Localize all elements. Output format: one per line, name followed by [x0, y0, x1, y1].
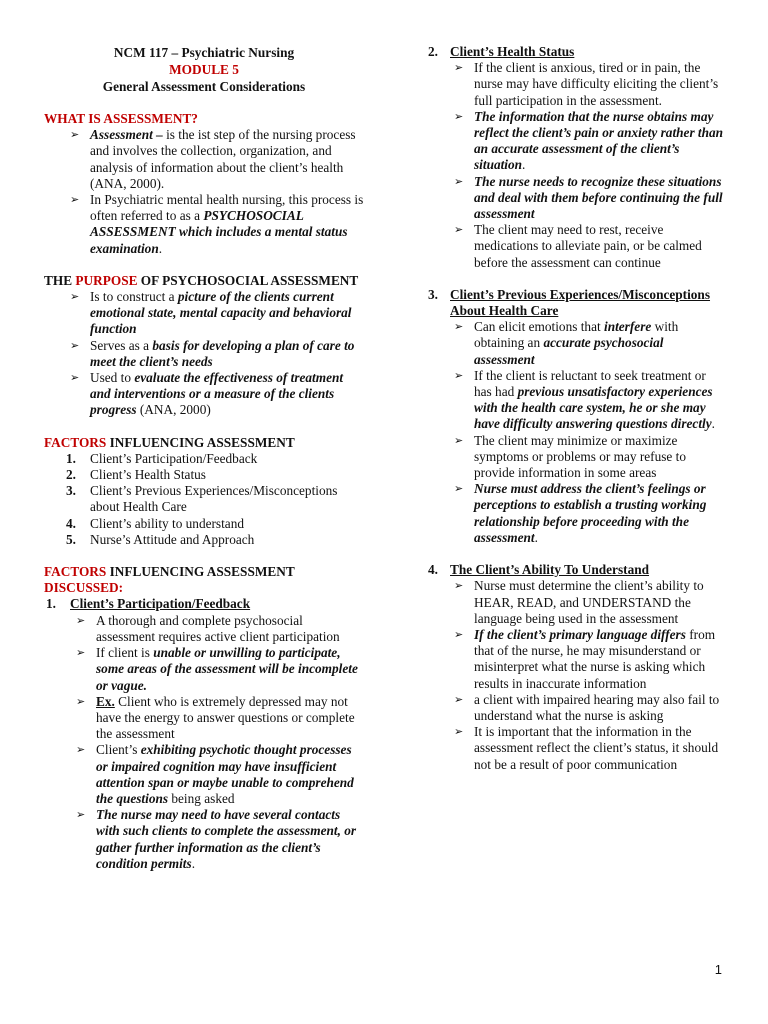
example-label: Ex.: [96, 693, 115, 709]
list-text: .: [191, 855, 196, 871]
list-item: [96, 694, 364, 743]
factors-list: [44, 451, 364, 548]
discussed-heading: [44, 564, 364, 596]
list-emphasis: unable or unwilling to participate, some areas of the assessment will be incomplete or vague.: [96, 645, 358, 693]
list-text: from that of the nurse, he may misunderstand or misinterpret what the nurse is asking which results in inaccurate information: [474, 626, 716, 691]
list-text: Can elicit emotions that: [474, 319, 604, 335]
list-text: A thorough and complete psychosocial assessment requires active client participation: [96, 612, 340, 644]
heading-part: THE: [44, 272, 76, 288]
list-text: a client with impaired hearing may also fail to understand what the nurse is asking: [474, 691, 720, 723]
list-item: [474, 481, 726, 546]
right-column: [422, 44, 726, 773]
assessment-definition: is the ist step of the nursing process and involves the collection, organization, and analysis of information about the client’s health (ANA, 2000).: [90, 127, 356, 191]
list-item: [474, 692, 726, 724]
list-text: .: [711, 416, 715, 432]
list-item: [96, 742, 364, 807]
factor-3-list: [422, 319, 726, 546]
item-text: Nurse’s Attitude and Approach: [90, 531, 255, 547]
item-number: 2.: [66, 467, 76, 483]
list-text: .: [522, 157, 526, 173]
item-title: The Client’s Ability To Understand: [450, 562, 650, 578]
list-text: being asked: [168, 790, 235, 806]
heading-part: PURPOSE: [75, 272, 138, 288]
list-item: [474, 433, 726, 482]
list-text: The client may need to rest, receive medications to alleviate pain, or be calmed before the assessment can continue: [474, 222, 702, 270]
page-number: 1: [714, 962, 722, 977]
list-text: with obtaining an: [474, 319, 679, 351]
factor-4-title: [422, 562, 726, 578]
list-item: [474, 627, 726, 692]
heading-part: FACTORS: [44, 564, 107, 580]
list-item: [474, 109, 726, 174]
item-number: 5.: [66, 531, 76, 547]
list-item: [474, 60, 726, 109]
what-heading: WHAT IS ASSESSMENT?: [44, 111, 198, 126]
factor-1-list: [44, 613, 364, 872]
course-title: NCM 117 – Psychiatric Nursing: [113, 45, 295, 60]
list-item: [474, 368, 726, 433]
purpose-list: [44, 289, 364, 419]
item-title: Client’s Participation/Feedback: [70, 596, 251, 612]
list-item: [66, 531, 364, 548]
item-title: Client’s Previous Experiences/Misconceptions About Health Care: [450, 286, 711, 319]
factor-4-list: [422, 578, 726, 772]
list-text: In Psychiatric mental health nursing, this process is often referred to as a: [90, 192, 364, 224]
list-text: If client is: [96, 645, 154, 661]
list-item: [90, 370, 364, 419]
list-text: If the client is anxious, tired or in pain, the nurse may have difficulty eliciting the client’s full participation in the assessment.: [474, 60, 719, 108]
factor-2-title: [422, 44, 726, 60]
item-number: 4.: [428, 562, 438, 578]
factor-1-title: [44, 596, 364, 612]
item-title: Client’s Health Status: [450, 44, 575, 59]
item-text: Client’s Participation/Feedback: [90, 450, 258, 466]
factor-3-title: [422, 287, 726, 319]
list-emphasis: If the client’s primary language differs: [474, 626, 686, 642]
list-item: [96, 613, 364, 645]
factor-2-list: [422, 60, 726, 271]
what-list: [44, 127, 364, 257]
list-emphasis: exhibiting psychotic thought processes or impaired cognition may have insufficient attention span or maybe unable to comprehend the questions: [96, 742, 354, 806]
heading-part: FACTORS: [44, 434, 107, 450]
list-text: .: [534, 529, 538, 545]
heading-part: OF PSYCHOSOCIAL ASSESSMENT: [137, 272, 359, 288]
heading-part: INFLUENCING ASSESSMENT: [106, 434, 295, 450]
list-emphasis: The nurse may need to have several contacts with such clients to complete the assessment, or gather further information as the client’s condition permits: [96, 807, 357, 871]
item-number: 3.: [428, 286, 438, 302]
purpose-heading: [44, 273, 364, 289]
list-item: [66, 450, 364, 467]
list-item: [90, 192, 364, 257]
item-number: 1.: [66, 450, 76, 466]
list-text: Used to: [90, 370, 135, 386]
item-number: 3.: [66, 483, 76, 499]
module-label: MODULE 5: [169, 62, 239, 77]
list-text: If the client is reluctant to seek treatment or has had: [474, 367, 706, 400]
list-item: [66, 467, 364, 483]
list-text: Serves as a: [90, 337, 153, 353]
list-item: [90, 289, 364, 338]
left-column: [44, 44, 364, 872]
assessment-term: Assessment –: [90, 127, 167, 143]
list-text: .: [158, 240, 163, 256]
list-emphasis: Nurse must address the client’s feelings or perceptions to establish a trusting working relationship before proceeding with the assessment: [474, 481, 707, 545]
document-header: [44, 44, 364, 95]
list-emphasis: interfere: [604, 319, 652, 335]
factors-heading: [44, 435, 364, 451]
list-text: Client who is extremely depressed may not have the energy to answer questions or complete the assessment: [96, 693, 355, 742]
list-text: Is to construct a: [90, 289, 178, 305]
list-emphasis: accurate psychosocial assessment: [474, 335, 664, 367]
list-item: [474, 578, 726, 627]
item-text: Client’s ability to understand: [90, 515, 245, 531]
list-text: The client may minimize or maximize symptoms or problems or may refuse to provide information in some areas: [474, 432, 686, 481]
list-item: [66, 515, 364, 532]
heading-part: DISCUSSED:: [44, 580, 124, 596]
list-emphasis: picture of the clients current emotional state, mental capacity and behavioral function: [90, 289, 352, 337]
list-item: [90, 338, 364, 370]
item-text: Client’s Health Status: [90, 467, 206, 483]
list-item: [474, 222, 726, 271]
list-emphasis: The nurse needs to recognize these situations and deal with them before continuing the full assessment: [474, 173, 723, 222]
list-item: [96, 807, 364, 872]
list-text: Nurse must determine the client’s ability to HEAR, READ, and UNDERSTAND the language being used in the assessment: [474, 578, 704, 626]
list-text: It is important that the information in the assessment reflect the client’s status, it should not be a result of poor communication: [474, 724, 719, 772]
list-text: (ANA, 2000): [136, 402, 211, 418]
list-text: Client’s: [96, 742, 141, 758]
document-title: General Assessment Considerations: [102, 79, 306, 94]
list-item: [96, 645, 364, 694]
list-item: [474, 174, 726, 223]
item-number: 4.: [66, 515, 76, 531]
list-emphasis: basis for developing a plan of care to meet the client’s needs: [90, 337, 355, 369]
list-item: [66, 483, 364, 515]
list-item: [90, 127, 364, 192]
item-number: 1.: [46, 596, 56, 612]
list-item: [474, 724, 726, 773]
item-text: Client’s Previous Experiences/Misconceptions about Health Care: [90, 483, 338, 515]
list-item: [474, 319, 726, 368]
heading-part: INFLUENCING ASSESSMENT: [106, 564, 295, 580]
list-emphasis: previous unsatisfactory experiences with the health care system, he or she may have difficulty answering questions directly: [474, 384, 713, 432]
item-number: 2.: [428, 44, 438, 59]
list-emphasis: The information that the nurse obtains may reflect the client’s pain or anxiety rather than an accurate assessment of the client’s situation: [474, 108, 724, 173]
list-emphasis: PSYCHOSOCIAL ASSESSMENT which includes a mental status examination: [90, 208, 348, 256]
list-emphasis: evaluate the effectiveness of treatment and interventions or a measure of the clients progress: [90, 370, 344, 418]
